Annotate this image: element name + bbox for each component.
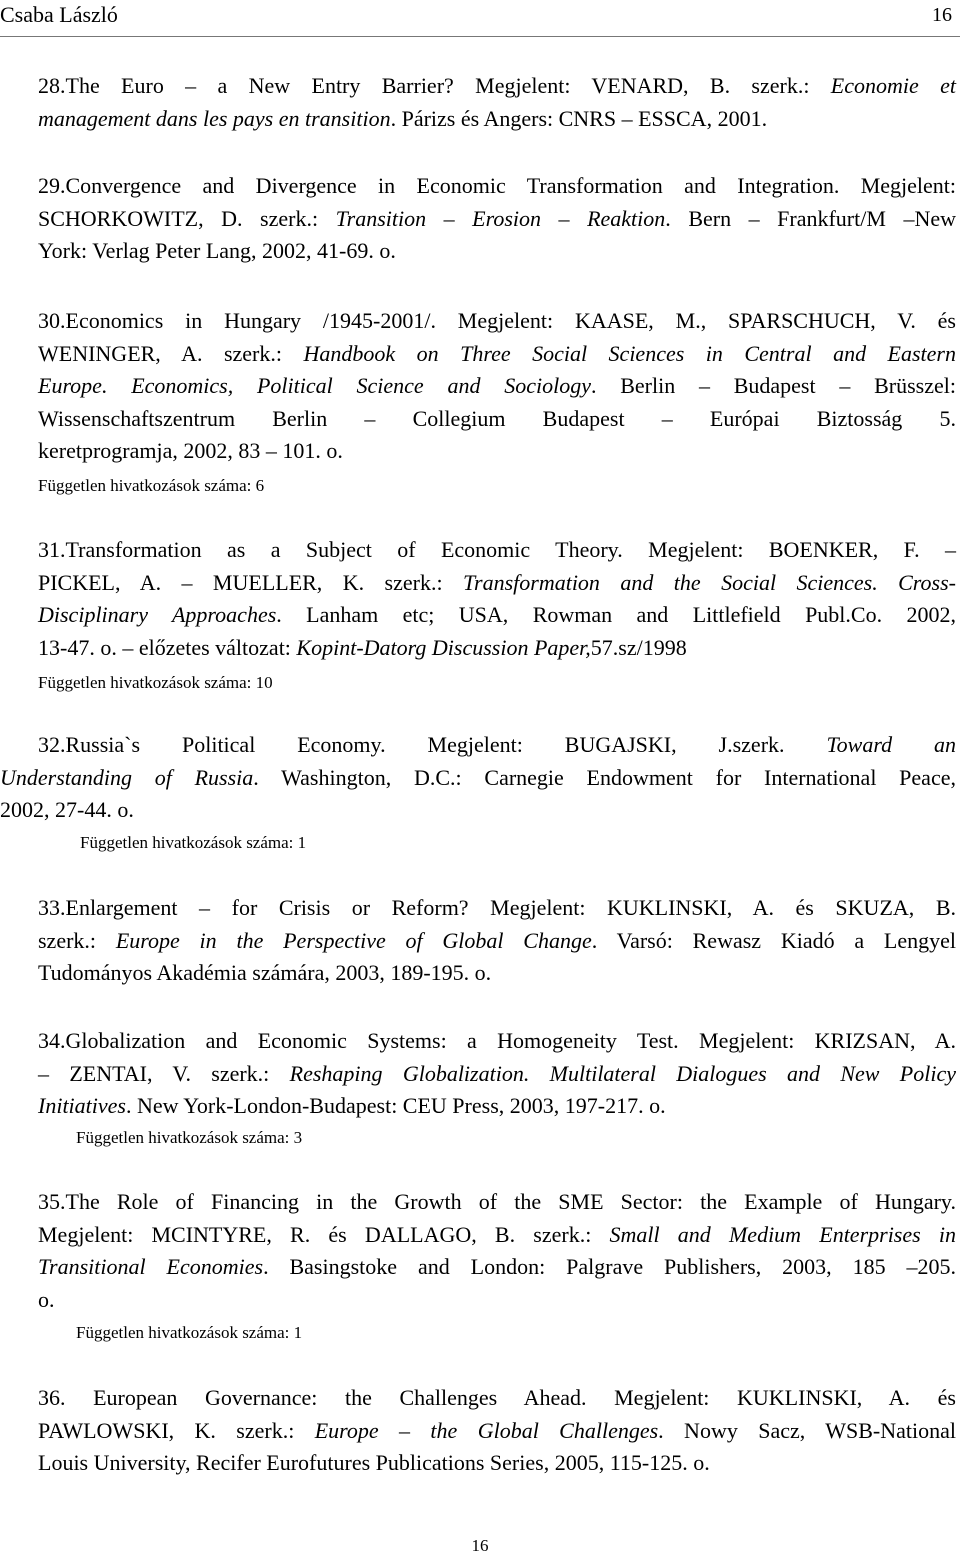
entry-line: SCHORKOWITZ, D. szerk.: Transition – Erosion – Reaktion. Bern – Frankfurt/M –New bbox=[38, 205, 956, 231]
entry-line: szerk.: Europe in the Perspective of Global Change. Varsó: Rewasz Kiadó a Lengyel bbox=[38, 927, 957, 953]
bibliography-entry-34 bbox=[38, 1025, 956, 1123]
bibliography-entry-35 bbox=[38, 1186, 956, 1316]
entry-line: – ZENTAI, V. szerk.: Reshaping Globalization. Multilateral Dialogues and New Policy bbox=[38, 1060, 956, 1086]
header-page-number: 16 bbox=[932, 4, 952, 26]
entry-line: Initiatives. New York-London-Budapest: CEU Press, 2003, 197-217. o. bbox=[38, 1093, 666, 1119]
entry-line: PAWLOWSKI, K. szerk.: Europe – the Global Challenges. Nowy Sacz, WSB-National bbox=[38, 1417, 956, 1443]
entry-line: Megjelent: MCINTYRE, R. és DALLAGO, B. szerk.: Small and Medium Enterprises in bbox=[38, 1221, 956, 1247]
entry-line: management dans les pays en transition. Párizs és Angers: CNRS – ESSCA, 2001. bbox=[38, 105, 768, 131]
entry-line: Transitional Economies. Basingstoke and London: Palgrave Publishers, 2003, 185 –205. bbox=[38, 1254, 957, 1280]
bibliography-entry-29 bbox=[38, 170, 956, 268]
entry-line: 28.The Euro – a New Entry Barrier? Megjelent: VENARD, B. szerk.: Economie et bbox=[38, 73, 956, 98]
bibliography-entry-33 bbox=[38, 892, 956, 990]
bibliography-entry-31 bbox=[38, 534, 956, 664]
citation-count-31: Független hivatkozások száma: 10 bbox=[38, 673, 273, 692]
entry-line: keretprogramja, 2002, 83 – 101. o. bbox=[38, 438, 343, 464]
entry-line: 35.The Role of Financing in the Growth of the SME Sector: the Example of Hungary. bbox=[38, 1189, 956, 1214]
entry-line: PICKEL, A. – MUELLER, K. szerk.: Transformation and the Social Sciences. Cross- bbox=[38, 569, 956, 595]
entry-line: Tudományos Akadémia számára, 2003, 189-195. o. bbox=[38, 960, 492, 986]
entry-line: WENINGER, A. szerk.: Handbook on Three Social Sciences in Central and Eastern bbox=[38, 340, 956, 366]
entry-line: 13-47. o. – előzetes változat: Kopint-Datorg Discussion Paper,57.sz/1998 bbox=[38, 634, 687, 660]
header-divider bbox=[0, 36, 960, 37]
entry-line: 36. European Governance: the Challenges Ahead. Megjelent: KUKLINSKI, A. és bbox=[38, 1385, 956, 1410]
bibliography-entry-36 bbox=[38, 1382, 956, 1480]
entry-line: 32.Russia`s Political Economy. Megjelent: BUGAJSKI, J.szerk. Toward an bbox=[38, 732, 956, 757]
entry-line: 33.Enlargement – for Crisis or Reform? Megjelent: KUKLINSKI, A. és SKUZA, B. bbox=[38, 895, 956, 920]
footer-page-number: 16 bbox=[471, 1536, 489, 1555]
entry-line: Louis University, Recifer Eurofutures Publications Series, 2005, 115-125. o. bbox=[38, 1450, 710, 1476]
entry-line: 2002, 27-44. o. bbox=[0, 797, 134, 823]
entry-line: 29.Convergence and Divergence in Economic Transformation and Integration. Megjelent: bbox=[38, 173, 956, 198]
entry-line: Europe. Economics, Political Science and Sociology. Berlin – Budapest – Brüsszel: bbox=[38, 373, 957, 399]
bibliography-entry-30 bbox=[38, 305, 956, 468]
header-author: Csaba László bbox=[0, 2, 118, 27]
entry-line: Disciplinary Approaches. Lanham etc; USA, Rowman and Littlefield Publ.Co. 2002, bbox=[38, 602, 956, 628]
entry-line: York: Verlag Peter Lang, 2002, 41-69. o. bbox=[38, 238, 396, 264]
entry-line: 31.Transformation as a Subject of Economic Theory. Megjelent: BOENKER, F. – bbox=[38, 537, 956, 562]
bibliography-entry-32 bbox=[0, 729, 956, 827]
entry-line: Understanding of Russia. Washington, D.C.: Carnegie Endowment for International Peace, bbox=[0, 764, 956, 790]
entry-line: o. bbox=[38, 1286, 55, 1312]
citation-count-35: Független hivatkozások száma: 1 bbox=[76, 1323, 303, 1342]
bibliography-entry-28 bbox=[38, 70, 956, 135]
entry-line: 30.Economics in Hungary /1945-2001/. Megjelent: KAASE, M., SPARSCHUCH, V. és bbox=[38, 308, 956, 333]
citation-count-30: Független hivatkozások száma: 6 bbox=[38, 476, 265, 495]
entry-line: 34.Globalization and Economic Systems: a Homogeneity Test. Megjelent: KRIZSAN, A. bbox=[38, 1028, 956, 1053]
citation-count-32: Független hivatkozások száma: 1 bbox=[80, 833, 307, 852]
entry-line: Wissenschaftszentrum Berlin – Collegium Budapest – Európai Biztosság 5. bbox=[38, 405, 956, 431]
citation-count-34: Független hivatkozások száma: 3 bbox=[76, 1128, 303, 1147]
